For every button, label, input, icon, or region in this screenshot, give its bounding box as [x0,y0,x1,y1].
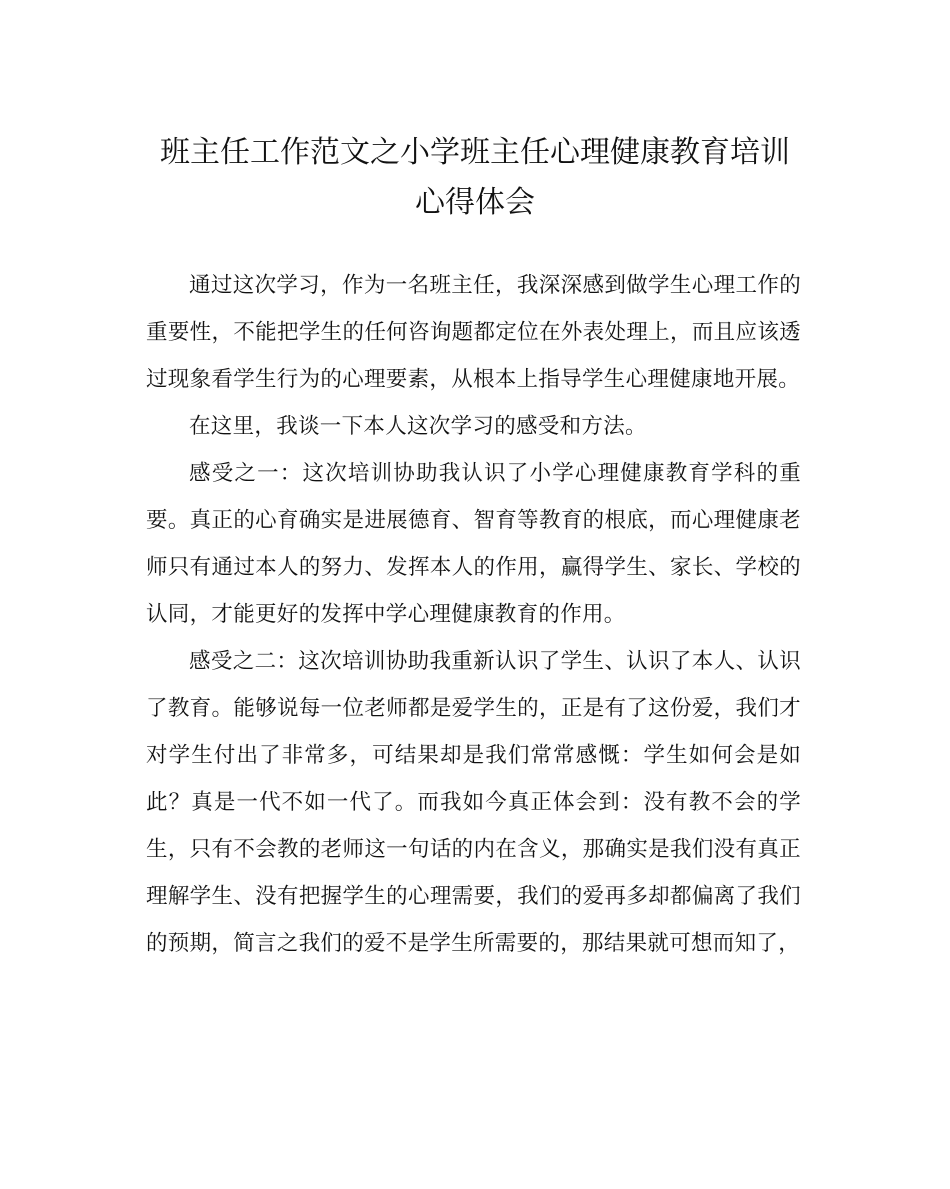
paragraph-feeling-one: 感受之一：这次培训协助我认识了小学心理健康教育学科的重要。真正的心育确实是进展德育、智育等教育的根底，而心理健康老师只有通过本人的努力、发挥本人的作用，赢得学生、家长、学校的认同，才能更好的发挥中学心理健康教育的作用。 [146,461,801,627]
paragraph-feeling-two: 感受之二：这次培训协助我重新认识了学生、认识了本人、认识了教育。能够说每一位老师都是爱学生的，正是有了这份爱，我们才对学生付出了非常多，可结果却是我们常常感慨：学生如何会是如此？真是一代不如一代了。而我如今真正体会到：没有教不会的学生，只有不会教的老师这一句话的内在含义，那确实是我们没有真正理解学生、没有把握学生的心理需要，我们的爱再多却都偏离了我们的预期，简言之我们的爱不是学生所需要的，那结果就可想而知了， [146,649,801,956]
document-title: 班主任工作范文之小学班主任心理健康教育培训心得体会 [160,135,790,220]
paragraph-intro: 通过这次学习，作为一名班主任，我深深感到做学生心理工作的重要性，不能把学生的任何咨询题都定位在外表处理上，而且应该透过现象看学生行为的心理要素，从根本上指导学生心理健康地开展。 [146,273,801,392]
paragraph-overview: 在这里，我谈一下本人这次学习的感受和方法。 [189,414,647,439]
document-body [146,262,801,967]
